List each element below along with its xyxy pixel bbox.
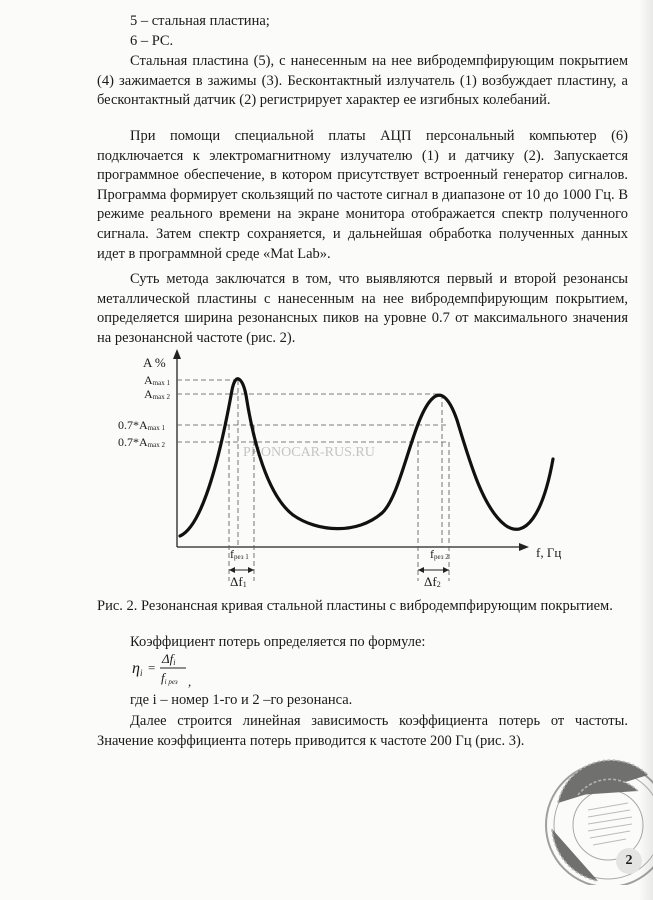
loss-factor-formula (130, 648, 210, 690)
y-axis-label: A % (143, 355, 166, 370)
page-number: 2 (616, 848, 642, 874)
list-item-6: 6 – PC. (130, 33, 174, 49)
a07-2-label: 0.7*Amax 2 (118, 435, 165, 449)
guide-lines (177, 380, 449, 581)
delta-f2-label: Δf2 (424, 574, 441, 589)
formula-lhs: ηi (132, 660, 143, 678)
delta-f1-dimension (229, 567, 254, 573)
y-axis-arrow (173, 349, 181, 359)
paragraph-1: Стальная пластина (5), с нанесенным на нее вибродемпфирующим покрытием (4) зажимается в зажимы (3). Бесконтактный излучатель (1) возбуждает пластину, а бесконтактный датчик (2) регистрирует характер ее изгибных колебаний. (97, 53, 628, 109)
formula-intro: Коэффициент потерь определяется по формуле: (130, 634, 426, 650)
formula-numerator: Δfi (162, 651, 176, 667)
paragraph-2: При помощи специальной платы АЦП персональный компьютер (6) подключается к электромагнитному излучателю (1) и датчику (2). Запускается программное обеспечение, в котором присутствует встроенный генератор сигналов. Программа формирует скользящий по частоте сигнал в диапазоне от 10 до 1000 Гц. В режиме реального времени на экране монитора отображается спектр полученного сигнала. Затем спектр сохраняется, и дальнейшая обработка полученных данных идет в программной среде «Mat Lab». (97, 128, 628, 262)
fres1-label: fрез 1 (230, 547, 249, 561)
formula-comma: , (188, 674, 192, 689)
x-axis-label: f, Гц (536, 545, 562, 560)
formula-denominator: fi рез (161, 670, 178, 686)
where-clause: где i – номер 1-го и 2 –го резонанса. (130, 692, 353, 708)
figure-caption: Рис. 2. Резонансная кривая стальной пластины с вибродемпфирующим покрытием. (97, 598, 613, 614)
watermark: PHONOCAR-RUS.RU (243, 445, 375, 460)
x-axis-arrow (519, 543, 529, 551)
delta-f1-label: Δf1 (230, 574, 247, 589)
paragraph-4: Далее строится линейная зависимость коэффициента потерь от частоты. Значение коэффициента потерь приводится к частоте 200 Гц (рис. 3). (97, 713, 628, 749)
list-item-5: 5 – стальная пластина; (130, 13, 270, 29)
amax1-label: Amax 1 (144, 373, 170, 387)
delta-f2-dimension (418, 567, 449, 573)
fres2-label: fрез 2 (430, 547, 449, 561)
resonance-curve-figure (95, 345, 605, 595)
amax2-label: Amax 2 (144, 387, 170, 401)
paragraph-3: Суть метода заключатся в том, что выявляются первый и второй резонансы металлической пластины с нанесенным на нее вибродемпфирующим покрытием, определяется ширина резонансных пиков на уровне 0.7 от максимального значения на резонансной частоте (рис. 2). (97, 271, 628, 346)
a07-1-label: 0.7*Amax 1 (118, 418, 165, 432)
formula-equals: = (148, 660, 156, 675)
